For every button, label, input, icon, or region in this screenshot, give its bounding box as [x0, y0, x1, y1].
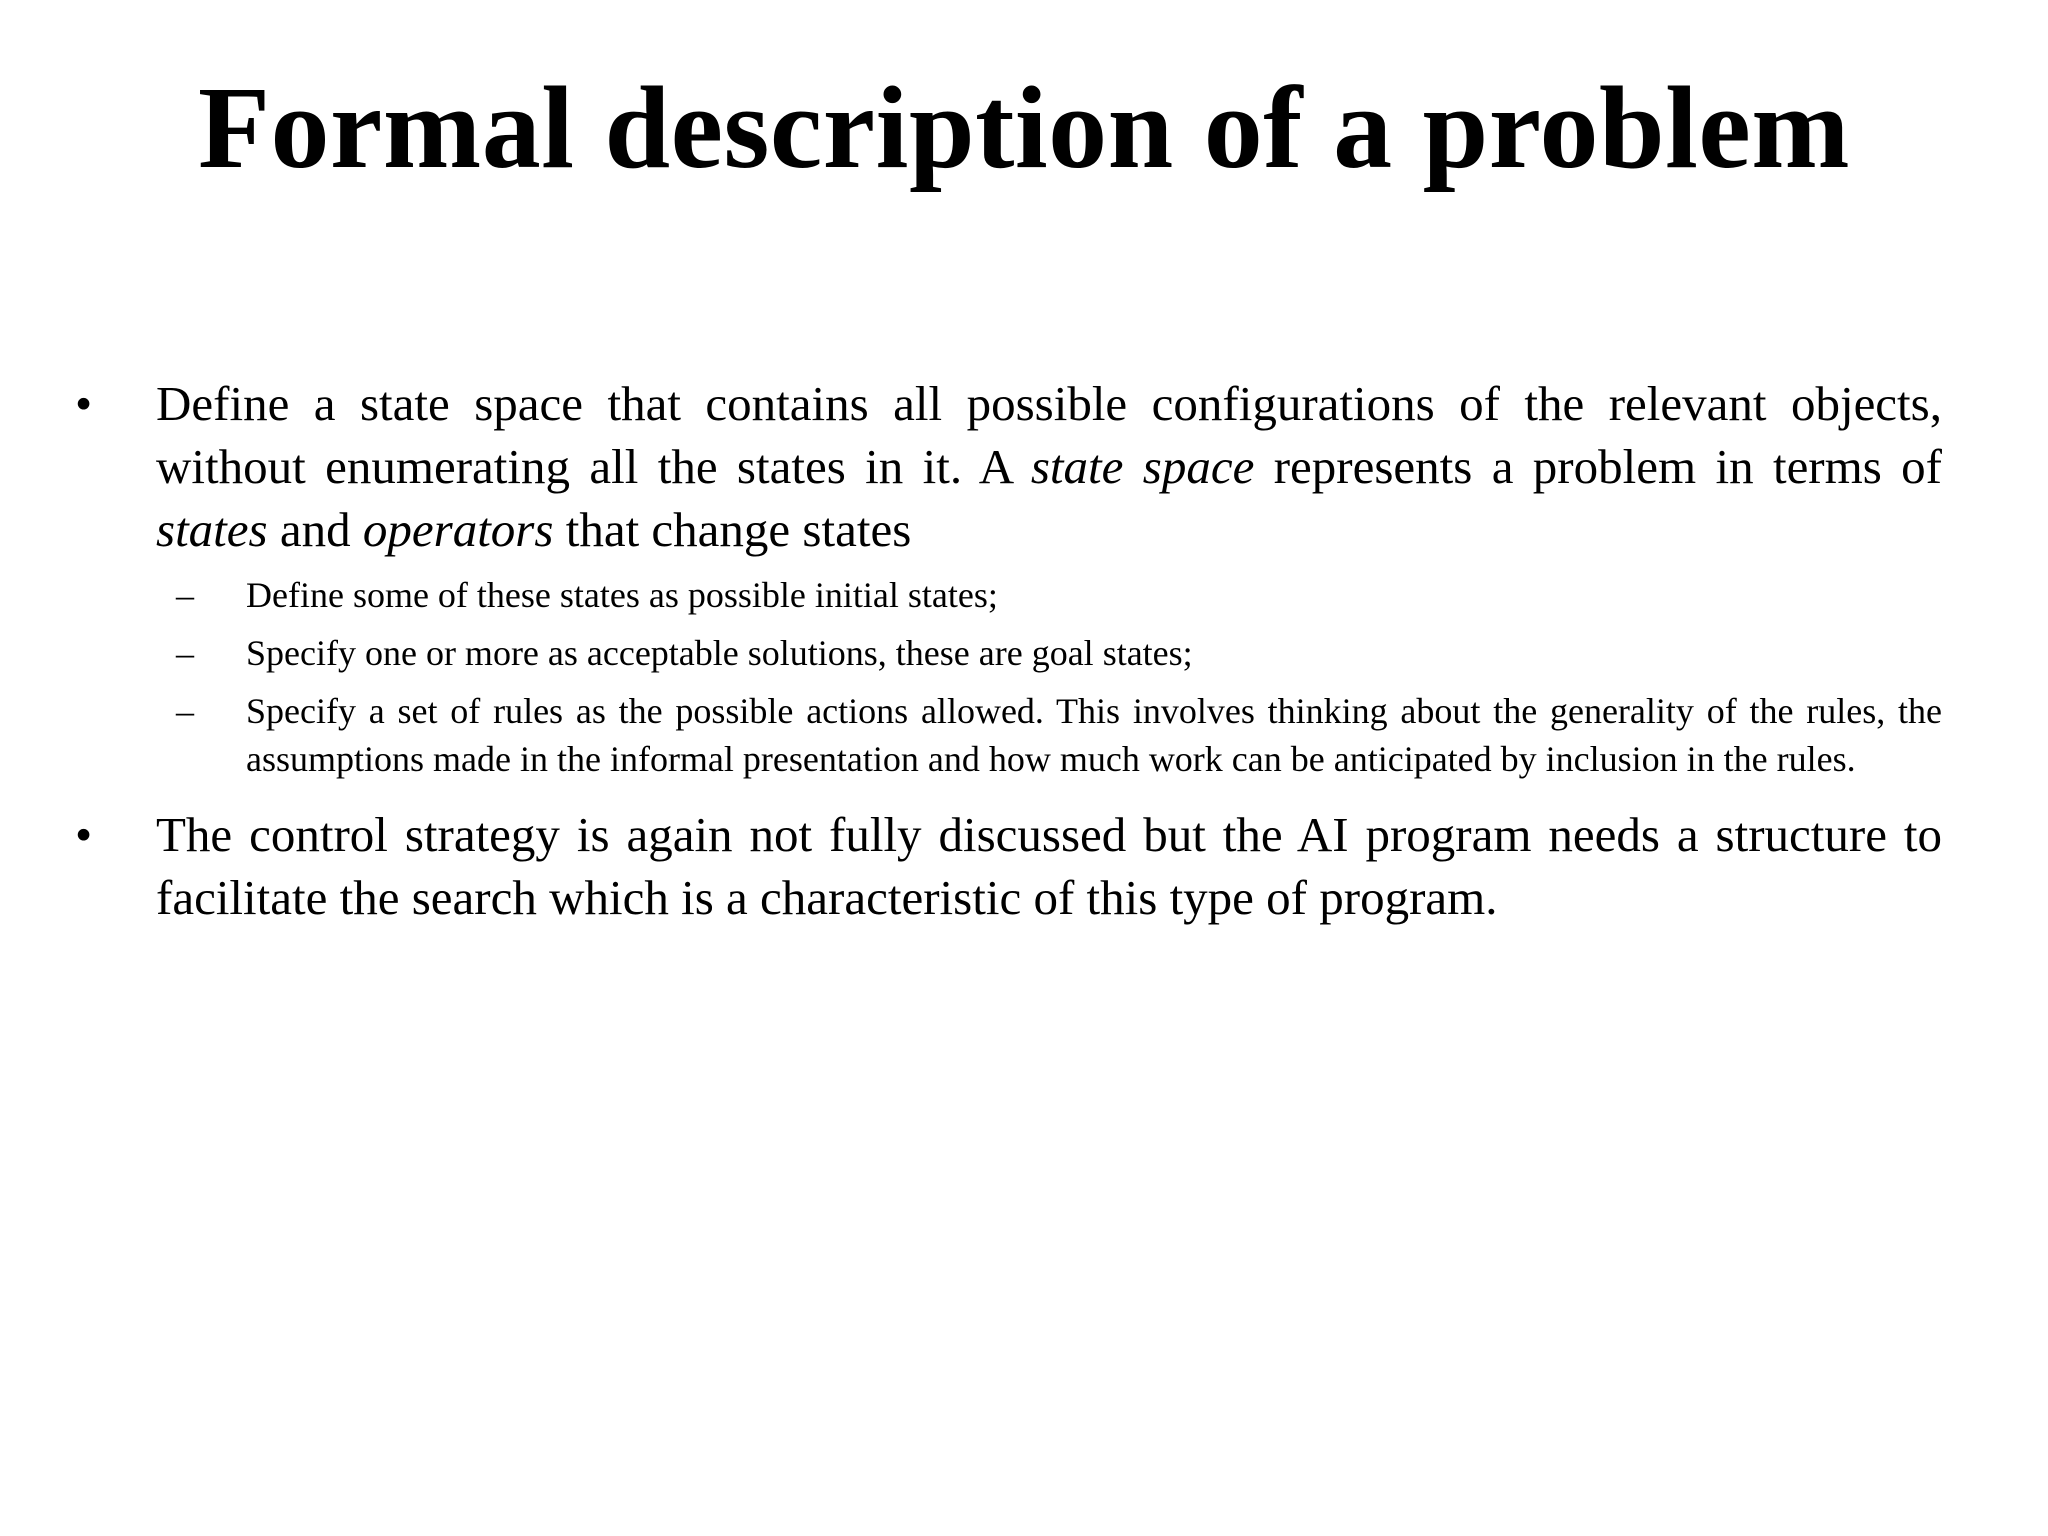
bullet-item-state-space [72, 372, 1942, 783]
emphasis-states: states [156, 502, 268, 557]
bullet-text-part: represents a problem in terms of [1254, 439, 1942, 494]
slide-title: Formal description of a problem [197, 62, 1851, 193]
sub-bullet-marker: – [176, 575, 194, 615]
emphasis-state-space: state space [1030, 439, 1255, 494]
sub-bullet-marker: – [176, 633, 194, 673]
sub-bullet-text: Define some of these states as possible initial states; [246, 575, 998, 615]
bullet-text-part: Define a state space that contains all possible configurations of the relevant objects, without enumerating all the states in it. A [156, 376, 1942, 494]
sub-bullet-rules [72, 687, 1942, 783]
sub-bullet-list [72, 571, 1942, 783]
bullet-text-part: and [267, 502, 363, 557]
bullet-list [72, 372, 1952, 929]
sub-bullet-goal-states [72, 629, 1942, 677]
emphasis-operators: operators [362, 502, 554, 557]
bullet-marker: • [75, 807, 93, 862]
bullet-item-control-strategy [72, 803, 1942, 929]
bullet-text-part: that change states [553, 502, 912, 557]
sub-bullet-text: Specify one or more as acceptable solutions, these are goal states; [246, 633, 1193, 673]
sub-bullet-initial-states [72, 571, 1942, 619]
sub-bullet-marker: – [176, 691, 194, 731]
bullet-marker: • [75, 376, 93, 431]
bullet-text: The control strategy is again not fully discussed but the AI program needs a structure to facilitate the search which is a characteristic of this type of program. [156, 807, 1942, 925]
sub-bullet-text: Specify a set of rules as the possible actions allowed. This involves thinking about the generality of the rules, the assumptions made in the informal presentation and how much work can be anticipated by inclusion in the rules. [246, 691, 1942, 779]
